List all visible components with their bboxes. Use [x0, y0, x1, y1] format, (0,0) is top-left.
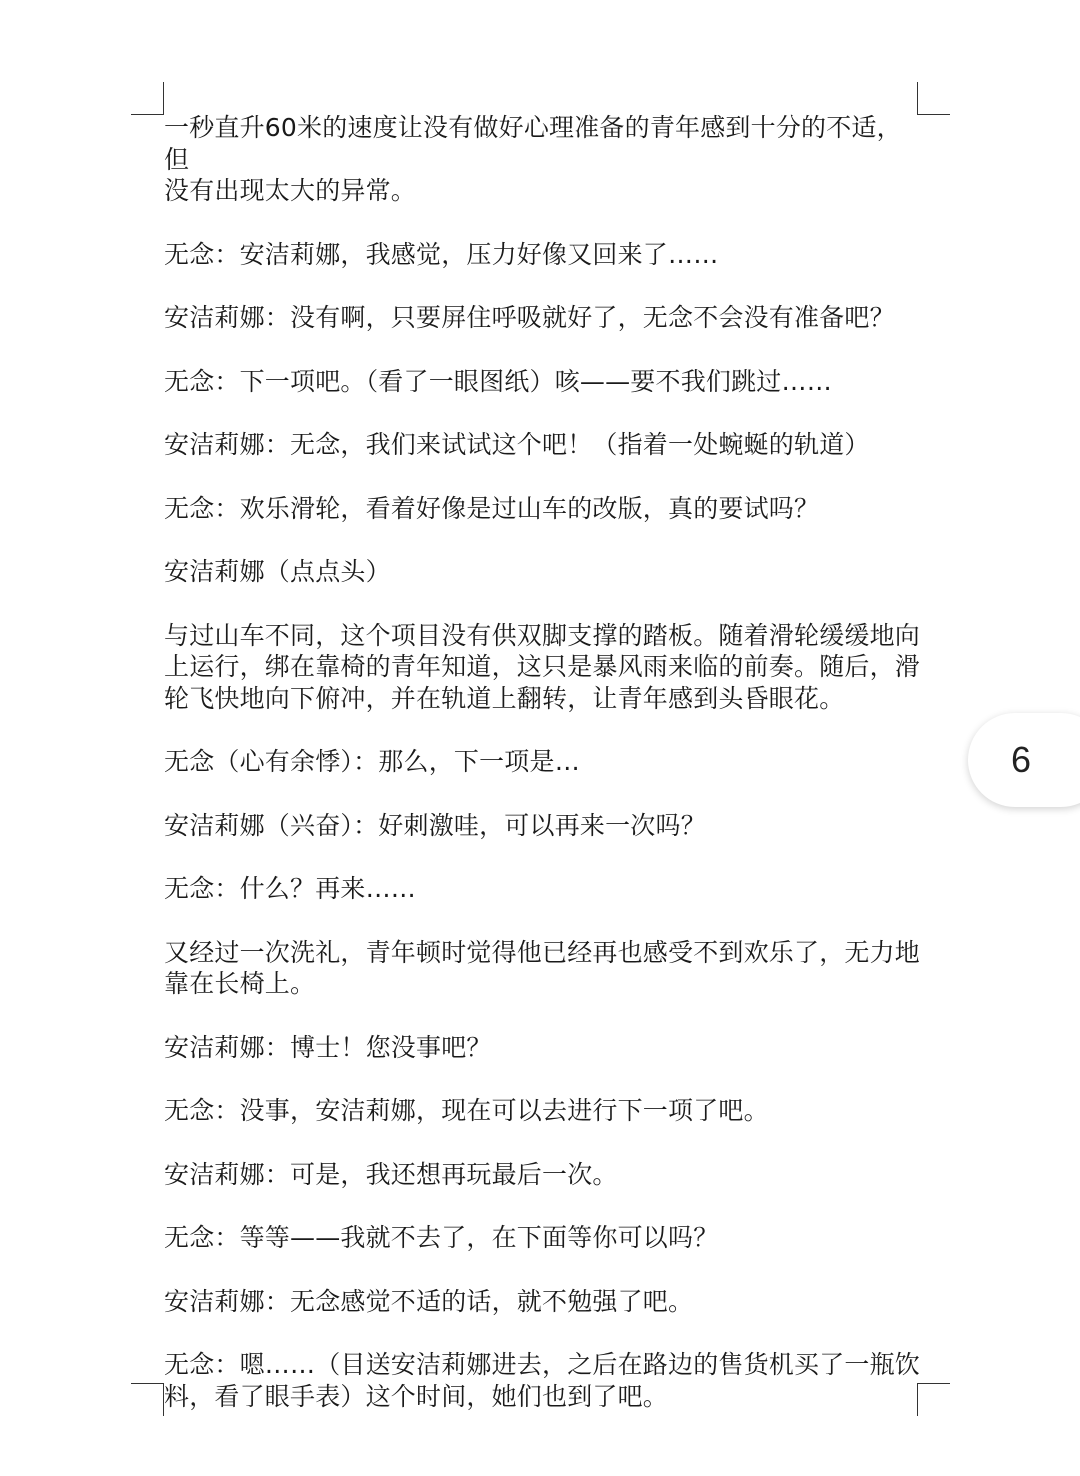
paragraph: 无念：什么？再来…… [164, 874, 417, 903]
page-number: 6 [1010, 739, 1032, 780]
paragraph: 无念：安洁莉娜，我感觉，压力好像又回来了…… [164, 239, 719, 269]
paragraph: 安洁莉娜：可是，我还想再玩最后一次。 [164, 1159, 618, 1189]
paragraph: 无念：嗯……（目送安洁莉娜进去，之后在路边的售货机买了一瓶饮 料，看了眼手表）这个时间，她们也到了吧。 [164, 1350, 921, 1411]
paragraph: 安洁莉娜（兴奋）：好刺激哇，可以再来一次吗？ [164, 810, 706, 840]
crop-mark-top-left [131, 82, 164, 115]
paragraph: 安洁莉娜：博士！您没事吧？ [164, 1032, 492, 1062]
paragraph: 无念（心有余悸）：那么，下一项是… [164, 747, 580, 776]
paragraph: 安洁莉娜（点点头） [164, 557, 391, 586]
paragraph: 安洁莉娜：无念，我们来试试这个吧！（指着一处蜿蜒的轨道） [164, 430, 870, 459]
document-body [164, 112, 920, 1444]
page-number-badge[interactable] [968, 713, 1080, 807]
paragraph: 无念：没事，安洁莉娜，现在可以去进行下一项了吧。 [164, 1096, 769, 1125]
crop-mark-top-right [917, 82, 950, 115]
paragraph: 无念：等等——我就不去了，在下面等你可以吗？ [164, 1223, 719, 1252]
paragraph: 又经过一次洗礼，青年顿时觉得他已经再也感受不到欢乐了，无力地 靠在长椅上。 [164, 937, 921, 998]
crop-mark-bottom-right [917, 1383, 950, 1416]
paragraph: 安洁莉娜：无念感觉不适的话，就不勉强了吧。 [164, 1286, 694, 1316]
paragraph: 一秒直升60米的速度让没有做好心理准备的青年感到十分的不适，但 没有出现太大的异常。 [164, 113, 902, 205]
paragraph: 安洁莉娜：没有啊，只要屏住呼吸就好了，无念不会没有准备吧？ [164, 303, 895, 332]
paragraph: 无念：下一项吧。（看了一眼图纸）咳——要不我们跳过…… [164, 366, 832, 396]
paragraph: 无念：欢乐滑轮，看着好像是过山车的改版，真的要试吗？ [164, 493, 820, 523]
crop-mark-bottom-left [131, 1383, 164, 1416]
paragraph: 与过山车不同，这个项目没有供双脚支撑的踏板。随着滑轮缓缓地向 上运行，绑在靠椅的青年知道，这只是暴风雨来临的前奏。随后，滑 轮飞快地向下俯冲，并在轨道上翻转，让青年感到头昏眼花。 [164, 620, 921, 713]
